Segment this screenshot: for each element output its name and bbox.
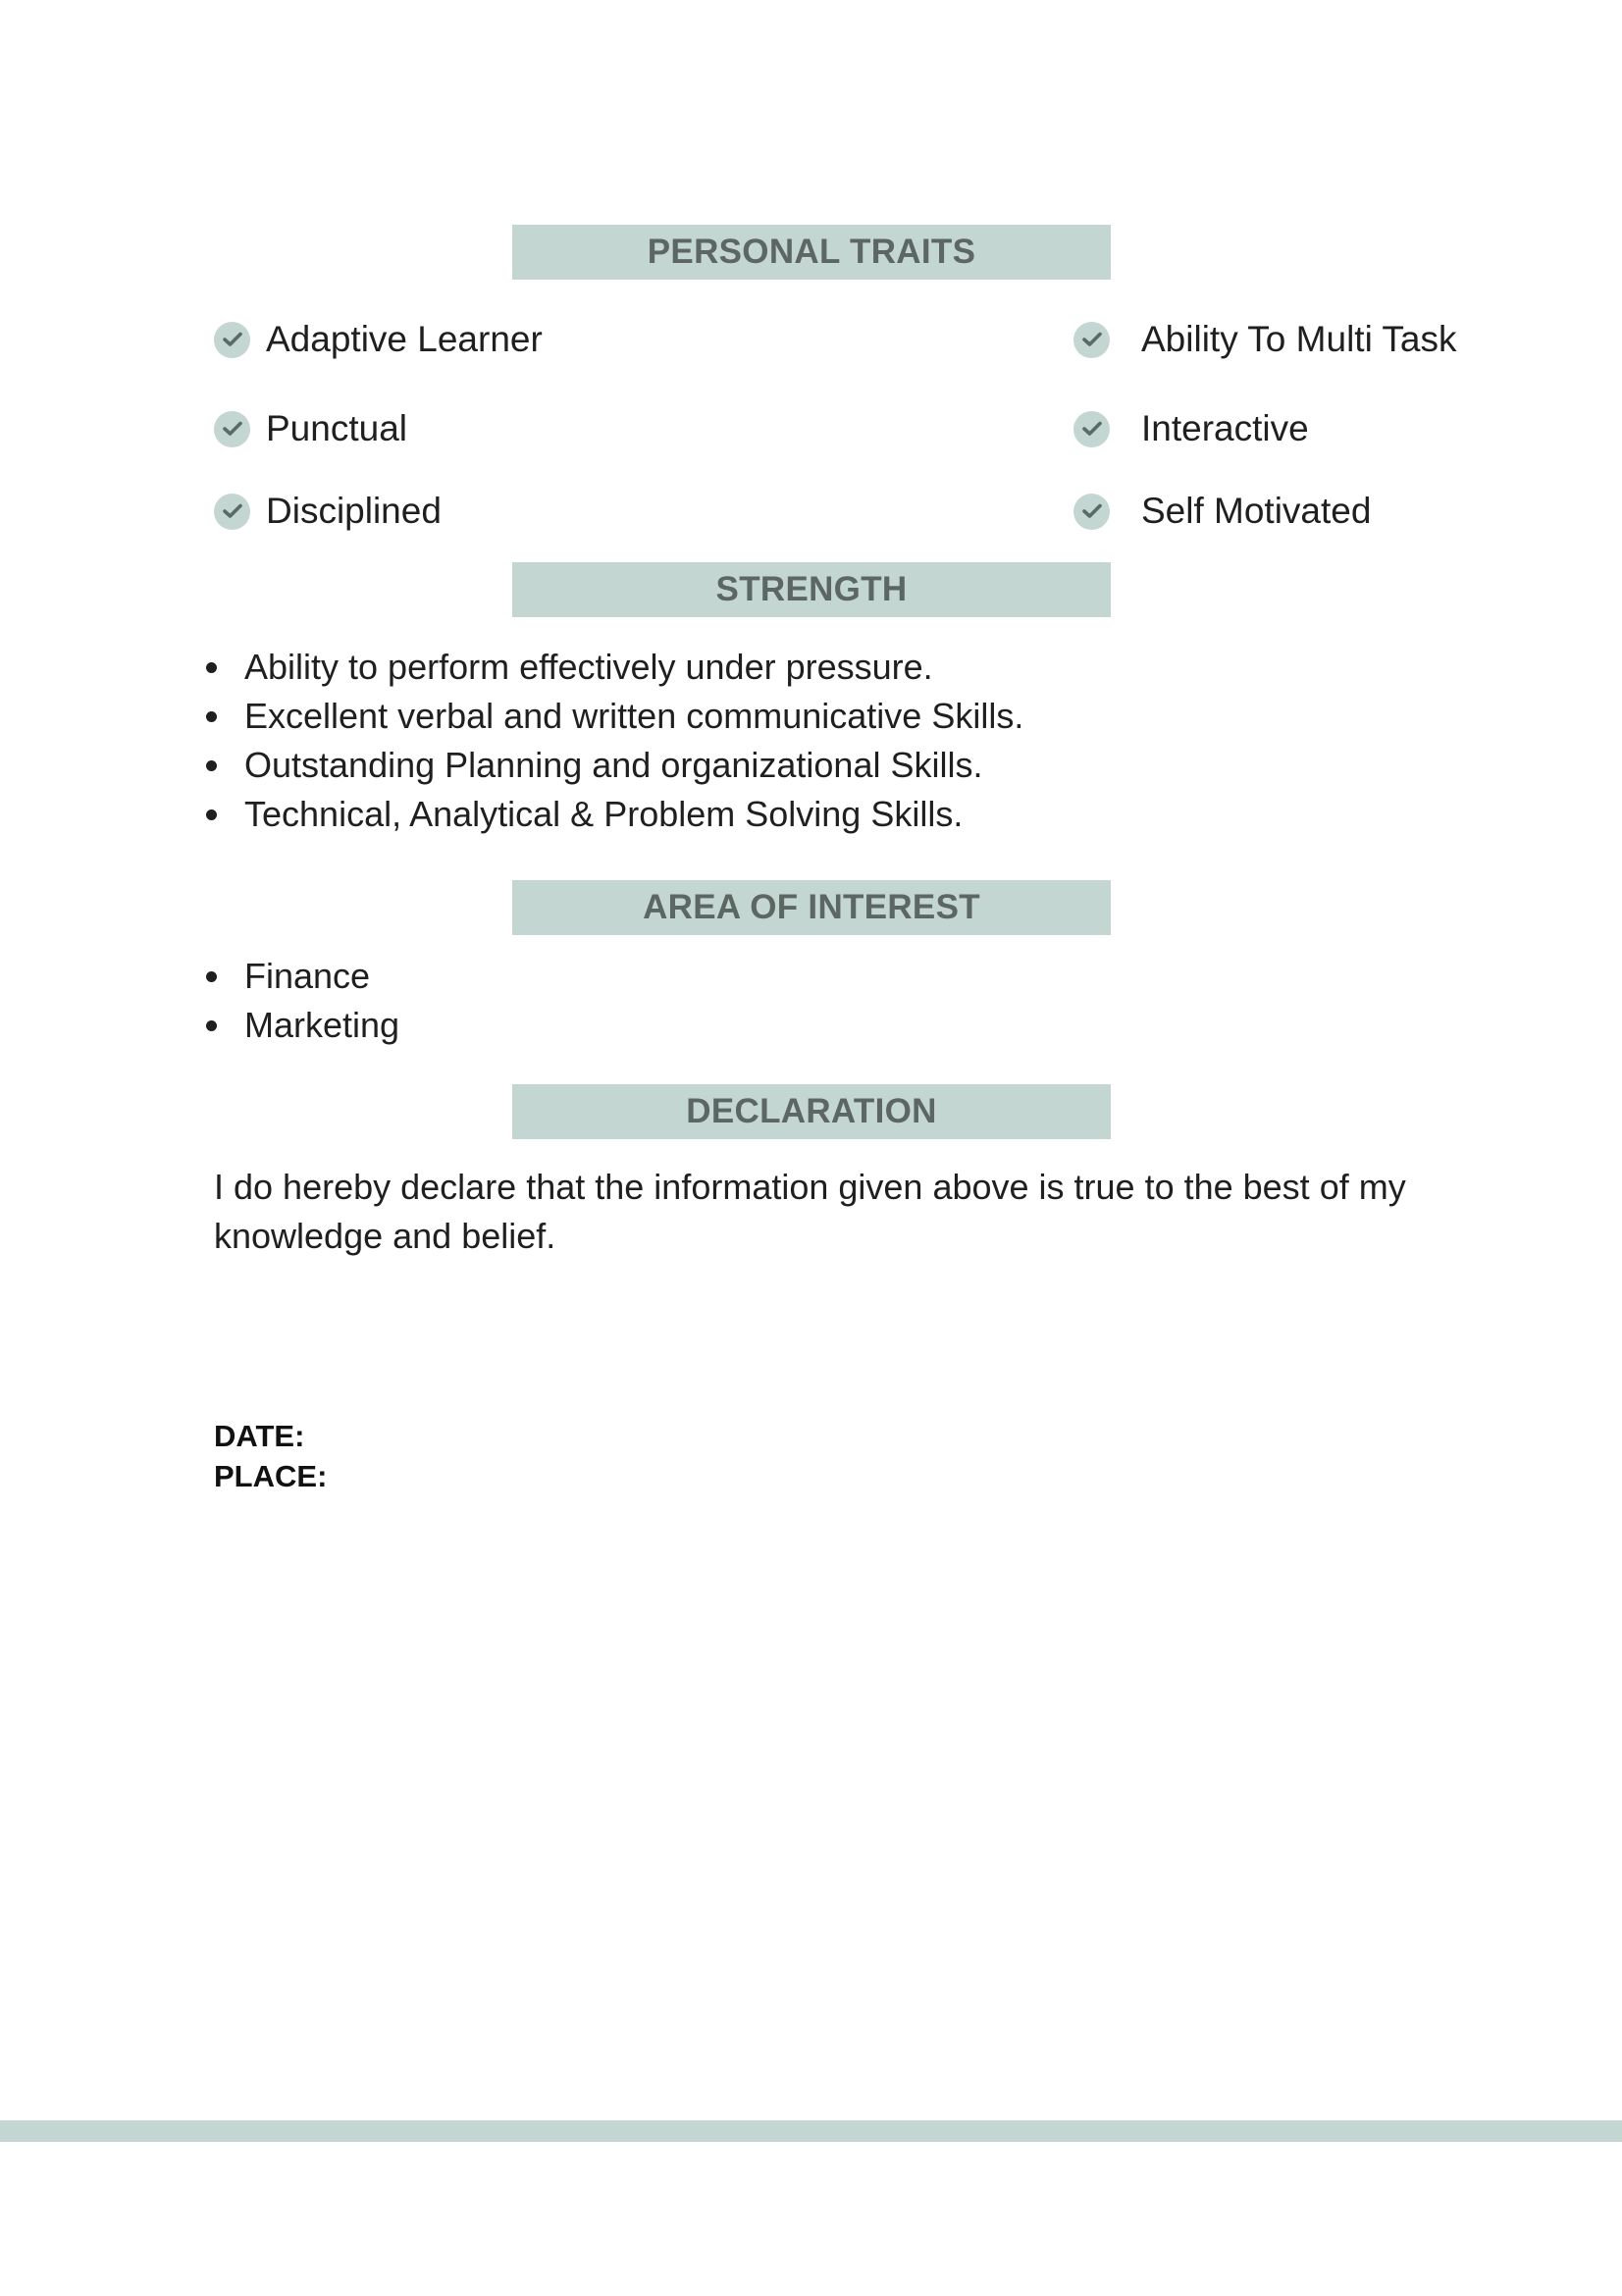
bullet-icon <box>206 809 217 820</box>
check-circle-icon <box>214 494 250 530</box>
list-item <box>206 790 1023 839</box>
bullet-icon <box>206 1020 217 1031</box>
trait-item <box>214 491 442 532</box>
list-item <box>206 643 1023 692</box>
check-circle-icon <box>214 411 250 447</box>
list-item <box>206 1001 399 1050</box>
list-item-text: Outstanding Planning and organizational Skills. <box>244 745 983 785</box>
list-item-text: Technical, Analytical & Problem Solving Skills. <box>244 794 964 834</box>
list-item-text: Ability to perform effectively under pressure. <box>244 647 933 687</box>
check-circle-icon <box>1073 411 1110 447</box>
trait-item <box>1073 491 1371 532</box>
trait-item <box>214 319 543 360</box>
declaration-text: I do hereby declare that the information given above is true to the best of my knowledge and belief. <box>214 1167 1406 1256</box>
bullet-icon <box>206 971 217 982</box>
section-header-area-of-interest: AREA OF INTEREST <box>512 880 1111 935</box>
check-circle-icon <box>214 322 250 358</box>
list-item-text: Excellent verbal and written communicative Skills. <box>244 696 1024 736</box>
list-item-text: Finance <box>244 956 371 996</box>
trait-label: Ability To Multi Task <box>1141 319 1457 359</box>
date-label: DATE: <box>214 1419 305 1453</box>
section-header-strength: STRENGTH <box>512 562 1111 617</box>
list-item <box>206 741 1023 790</box>
trait-label: Adaptive Learner <box>266 319 543 359</box>
footer-bar <box>0 2120 1622 2142</box>
place-label: PLACE: <box>214 1459 328 1493</box>
strength-list <box>206 643 1023 839</box>
list-item-text: Marketing <box>244 1005 400 1045</box>
trait-label: Interactive <box>1141 408 1309 448</box>
trait-label: Punctual <box>266 408 407 448</box>
check-circle-icon <box>1073 494 1110 530</box>
bullet-icon <box>206 760 217 771</box>
list-item <box>206 952 399 1001</box>
trait-label: Disciplined <box>266 491 442 531</box>
section-header-personal-traits: PERSONAL TRAITS <box>512 225 1111 280</box>
trait-label: Self Motivated <box>1141 491 1372 531</box>
section-header-declaration: DECLARATION <box>512 1084 1111 1139</box>
interest-list <box>206 952 399 1050</box>
bullet-icon <box>206 711 217 722</box>
trait-item <box>214 408 407 449</box>
list-item <box>206 692 1023 741</box>
trait-item <box>1073 408 1309 449</box>
check-circle-icon <box>1073 322 1110 358</box>
bullet-icon <box>206 662 217 673</box>
trait-item <box>1073 319 1456 360</box>
